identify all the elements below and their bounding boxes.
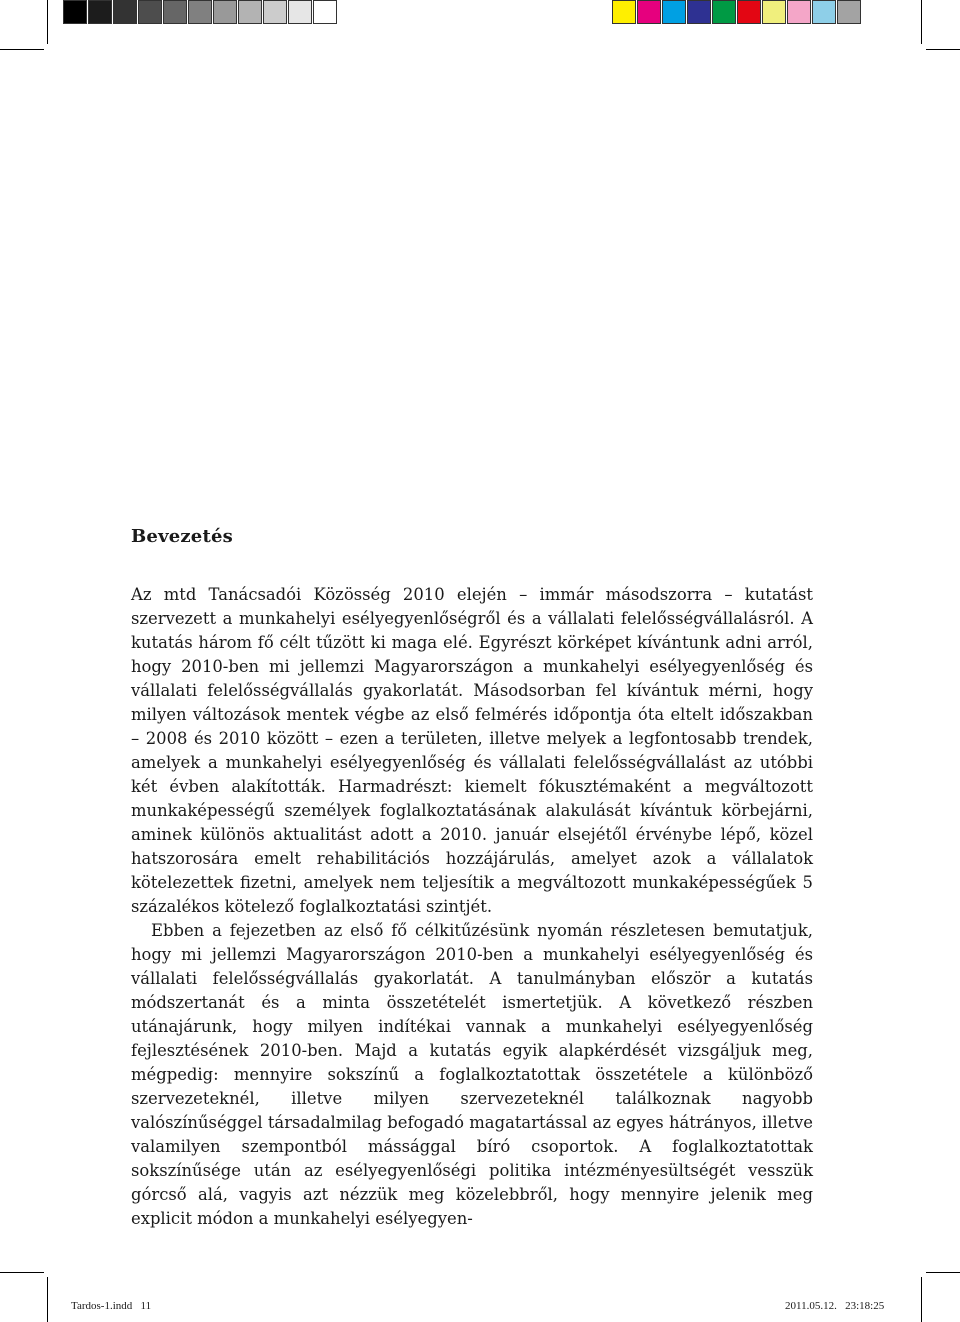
cmyk-color-bar — [612, 0, 862, 28]
color-swatch — [138, 0, 162, 24]
paragraph: Az mtd Tanácsadói Közösség 2010 elején – immár másodszorra – kutatást szervezett a munkahelyi esélyegyenlőségről és a vállalati felelősségvállalásról. A kutatás három fő célt tűzött ki maga elé. Egyrészt körképet kívántunk adni arról, hogy 2010-ben mi jellemzi Magyarországon a munkahelyi esélyegyenlőség és vállalati felelősségvállalás gyakorlatát. Másodsorban fel kívántuk mérni, hogy milyen változások mentek végbe az első felmérés időpontja óta eltelt időszakban – 2008 és 2010 között – ezen a területen, illetve melyek a legfontosabb trendek, amelyek a munkahelyi esélyegyenlőség és vállalati felelősségvállalást az utóbbi két évben alakították. Harmadrészt: kiemelt fókusztémaként a megváltozott munkaképességű személyek foglalkoztatásának alakulását kívántuk körbejárni, aminek különös aktualitást adott a 2010. január elsejétől érvénybe lépő, közel hatszorosára emelt rehabilitációs hozzájárulás, amelyet azok a vállalatok kötelezettek fizetni, amelyek nem teljesítik a megváltozott munkaképességűek 5 százalékos kötelező foglalkoztatási szintjét. — [131, 585, 813, 916]
color-swatch — [687, 0, 711, 24]
crop-mark — [926, 1272, 960, 1273]
color-swatch — [238, 0, 262, 24]
color-swatch — [213, 0, 237, 24]
color-swatch — [188, 0, 212, 24]
footer-file-info: Tardos-1.indd 11 — [71, 1300, 152, 1312]
color-swatch — [812, 0, 836, 24]
crop-mark — [921, 0, 922, 44]
crop-mark — [0, 1272, 44, 1273]
body-text — [131, 583, 813, 1231]
color-swatch — [163, 0, 187, 24]
color-swatch — [313, 0, 337, 24]
color-swatch — [288, 0, 312, 24]
paragraph: Ebben a fejezetben az első fő célkitűzésünk nyomán részletesen bemutatjuk, hogy mi jellemzi Magyarországon 2010-ben a munkahelyi esélyegyenlőség és vállalati felelősségvállalás gyakorlatát. A tanulmányban először a kutatás módszertanát és a minta összetételét ismertetjük. A következő részben utánajárunk, hogy milyen indítékai vannak a munkahelyi esélyegyenlőség fejlesztésének 2010-ben. Majd a kutatás egyik alapkérdését vizsgáljuk meg, mégpedig: mennyire sokszínű a foglalkoztatottak összetétele a különböző szervezeteknél, illetve milyen szervezeteknél találkoznak nagyobb valószínűséggel társadalmilag befogadó magatartással az egyes hátrányos, illetve valamilyen szempontból mássággal bíró csoportok. A foglalkoztatottak sokszínűsége után az esélyegyenlőségi politika intézményesültségét vesszük górcső alá, vagyis azt nézzük meg közelebbről, hogy mennyire jelenik meg explicit módon a munkahelyi esélyegyen- — [131, 921, 813, 1228]
color-swatch — [637, 0, 661, 24]
color-swatch — [263, 0, 287, 24]
grayscale-color-bar — [63, 0, 338, 28]
crop-mark — [921, 1277, 922, 1322]
color-swatch — [787, 0, 811, 24]
color-swatch — [737, 0, 761, 24]
crop-mark — [47, 0, 48, 44]
crop-mark — [926, 49, 960, 50]
color-swatch — [662, 0, 686, 24]
color-swatch — [88, 0, 112, 24]
crop-mark — [0, 49, 44, 50]
crop-mark — [47, 1277, 48, 1322]
section-heading: Bevezetés — [131, 526, 233, 547]
color-swatch — [113, 0, 137, 24]
color-swatch — [712, 0, 736, 24]
color-swatch — [837, 0, 861, 24]
color-swatch — [762, 0, 786, 24]
color-swatch — [612, 0, 636, 24]
footer-timestamp: 2011.05.12. 23:18:25 — [785, 1300, 885, 1312]
color-swatch — [63, 0, 87, 24]
